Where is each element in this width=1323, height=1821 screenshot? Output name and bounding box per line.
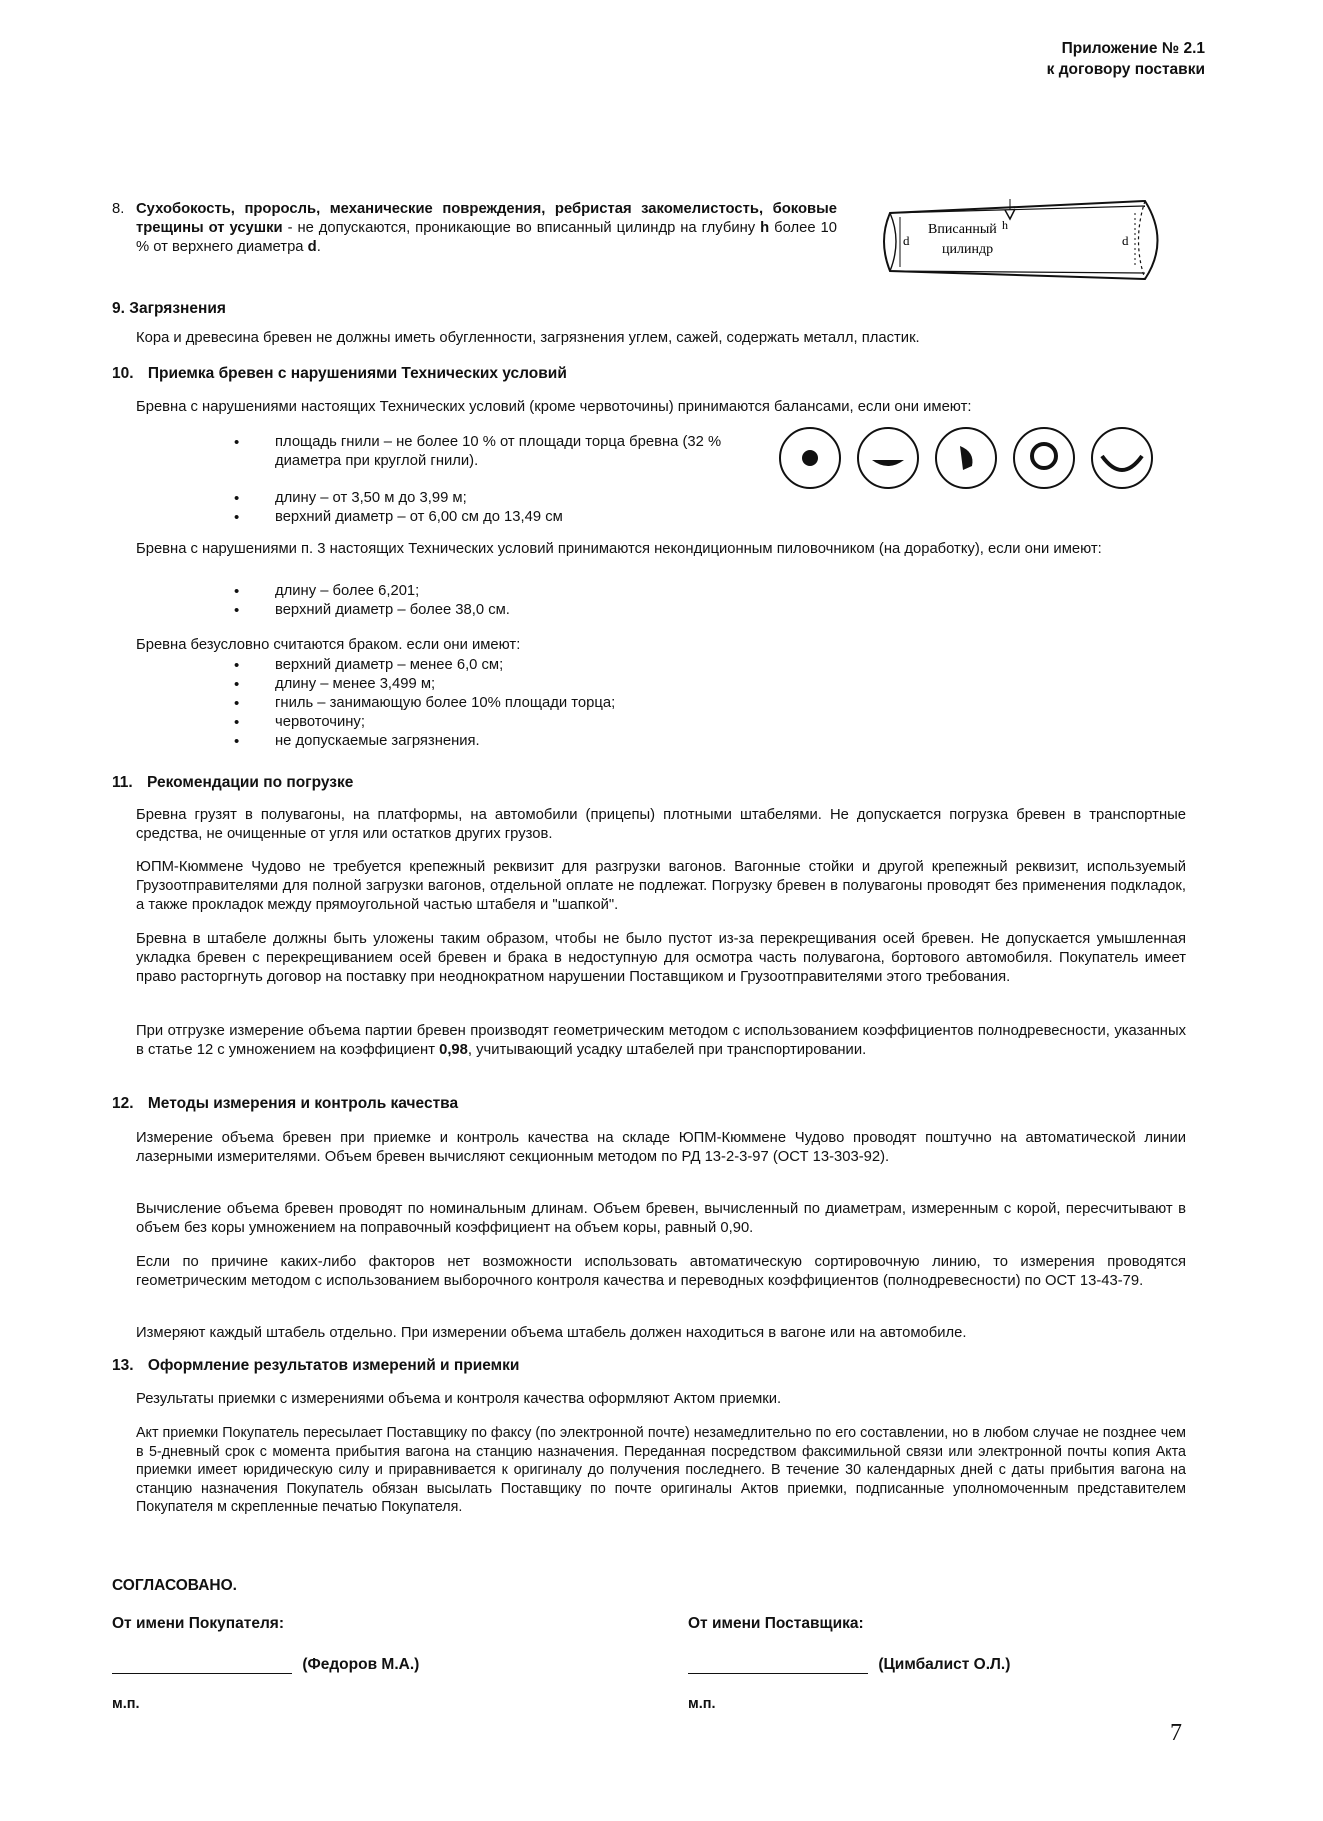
buyer-label: От имени Покупателя:	[112, 1615, 284, 1632]
section-10-list-3	[234, 656, 934, 751]
section-8-d: d	[307, 239, 317, 255]
list-item: • площадь гнили – не более 10 % от площади торца бревна (32 % диаметра при круглой гнили).	[234, 433, 754, 471]
section-11-number: 11.	[112, 774, 133, 791]
stamp-place-right: м.п.	[688, 1696, 716, 1712]
section-10-list-1b	[234, 489, 934, 527]
section-8-text: - не допускаются, проникающие во вписанный цилиндр на глубину	[282, 220, 761, 236]
diagram-h: h	[1002, 218, 1008, 232]
section-13-title: Оформление результатов измерений и приемки	[147, 1357, 520, 1374]
section-12-p2: Вычисление объема бревен проводят по номинальным длинам. Объем бревен, вычисленный по диаметрам, измеренным с корой, пересчитывают в объем без коры умножением на поправочный коэффициент на объем коры, равный 0,90.	[136, 1201, 1186, 1236]
section-13-p2: Акт приемки Покупатель пересылает Поставщику по факсу (по электронной почте) незамедлительно по его составлении, но в любом случае не позднее чем в 5-дневный срок с момента прибытия вагона на станцию назначения. Переданная посредством факсимильной связи или электронной почты копия Акта приемки имеет юридическую силу и приравнивается к оригиналу до получения последнего. В течение 30 календарных дней с даты прибытия вагона на станцию назначения Покупатель обязан высылать Поставщику по почте оригиналы Актов приемки, подписанные уполномоченным представителем Покупателя м скрепленные печатью Покупателя.	[136, 1425, 1186, 1515]
section-11-p1: Бревна грузят в полувагоны, на платформы, на автомобили (прицепы) плотными штабелями. Не допускается погрузка бревен в транспортные средства, не очищенные от угля или остатков других грузов.	[136, 807, 1186, 842]
section-8-h: h	[760, 220, 770, 236]
section-11-p3: Бревна в штабеле должны быть уложены таким образом, чтобы не было пустот из-за перекрещивания осей бревен. Не допускается умышленная укладка бревен с перекрещиванием осей бревен и брака в недоступную для осмотра часть полувагона, бортового автомобиля. Покупатель имеет право расторгнуть договор на поставку при неоднократном нарушении Поставщиком и Грузоотправителями этого требования.	[136, 931, 1186, 985]
list-item: • верхний диаметр – более 38,0 см.	[234, 601, 934, 620]
buyer-name: (Федоров М.А.)	[302, 1656, 420, 1673]
page-number: 7	[1170, 1720, 1182, 1746]
diagram-d-right: d	[1122, 233, 1129, 248]
section-10-list-1	[234, 433, 754, 471]
list-item: • червоточину;	[234, 713, 934, 732]
section-12-number: 12.	[112, 1095, 134, 1112]
list-item: • верхний диаметр – менее 6,0 см;	[234, 656, 934, 675]
supplier-signature-line	[688, 1655, 868, 1674]
buyer-signature	[112, 1655, 419, 1674]
agreed-label: СОГЛАСОВАНО.	[112, 1577, 237, 1594]
section-8-title: Сухобокость, проросль, механические повреждения, ребристая закомелистость, боковые трещины от усушки	[136, 201, 837, 236]
section-11-p2: ЮПМ-Кюммене Чудово не требуется крепежный реквизит для разгрузки вагонов. Вагонные стойки и другой крепежный реквизит, используемый Грузоотправителями для полной загрузки вагонов, отдельной оплате не подлежат. Погрузку бревен в полувагоны проводят без применения подкладок, а также прокладок между прямоугольной частью штабеля и "шапкой".	[136, 859, 1186, 913]
section-9-title: 9. Загрязнения	[112, 300, 226, 317]
rot-shapes-illustration	[775, 422, 1175, 494]
supplier-name: (Цимбалист О.Л.)	[878, 1656, 1011, 1673]
list-item: • гниль – занимающую более 10% площади торца;	[234, 694, 934, 713]
supplier-signature	[688, 1655, 1010, 1674]
list-item: • не допускаемые загрязнения.	[234, 732, 934, 751]
section-13-heading	[112, 1357, 519, 1375]
section-10-intro-2: Бревна с нарушениями п. 3 настоящих Технических условий принимаются некондиционным пиловочником (на доработку), если они имеют:	[136, 541, 1102, 557]
coefficient-value: 0,98	[439, 1042, 468, 1058]
diagram-d-left: d	[903, 233, 910, 248]
section-12-heading	[112, 1095, 458, 1113]
buyer-signature-line	[112, 1655, 292, 1674]
diagram-label-1: Вписанный	[928, 222, 997, 237]
appendix-subtitle: к договору поставки	[1046, 61, 1205, 78]
section-12-p1: Измерение объема бревен при приемке и контроль качества на складе ЮПМ-Кюммене Чудово проводят поштучно на автоматической линии лазерными измерителями. Объем бревен вычисляют секционным методом по РД 13-2-3-97 (ОСТ 13-303-92).	[136, 1130, 1186, 1165]
section-11-title: Рекомендации по погрузке	[147, 774, 354, 791]
list-item: • длину – от 3,50 м до 3,99 м;	[234, 489, 934, 508]
crescent-rot-icon	[1092, 428, 1152, 488]
section-10-number: 10.	[112, 365, 134, 382]
section-13-p1: Результаты приемки с измерениями объема и контроля качества оформляют Актом приемки.	[136, 1391, 782, 1407]
list-item: • верхний диаметр – от 6,00 см до 13,49 см	[234, 508, 934, 527]
edge-rot-icon	[936, 428, 996, 488]
section-10-intro-1: Бревна с нарушениями настоящих Технических условий (кроме червоточины) принимаются балансами, если они имеют:	[136, 399, 972, 415]
section-10-title: Приемка бревен с нарушениями Технических условий	[147, 365, 567, 382]
section-12-p4: Измеряют каждый штабель отдельно. При измерении объема штабель должен находиться в вагоне или на автомобиле.	[136, 1325, 967, 1341]
list-item: • длину – более 6,201;	[234, 582, 934, 601]
section-11-heading	[112, 774, 353, 792]
central-rot-icon	[780, 428, 840, 488]
inscribed-cylinder-diagram	[870, 193, 1160, 283]
section-10-heading	[112, 365, 567, 383]
section-8: 8. Сухобокость, проросль, механические повреждения, ребристая закомелистость, боковые трещины от усушки - не допускаются, проникающие во вписанный цилиндр на глубину h более 10 % от верхнего диаметра d.	[112, 201, 838, 255]
section-10-intro-3: Бревна безусловно считаются браком. если они имеют:	[136, 637, 521, 653]
supplier-label: От имени Поставщика:	[688, 1615, 864, 1632]
section-10-list-2	[234, 582, 934, 620]
ring-rot-icon	[1014, 428, 1074, 488]
section-8-number: 8.	[112, 201, 125, 217]
appendix-header	[1047, 38, 1205, 80]
stamp-place-left: м.п.	[112, 1696, 140, 1712]
appendix-title: Приложение № 2.1	[1061, 40, 1205, 57]
list-item: • длину – менее 3,499 м;	[234, 675, 934, 694]
section-8-text2: более 10 % от верхнего диаметра	[136, 220, 838, 255]
lower-half-rot-icon	[858, 428, 918, 488]
section-11-p4: При отгрузке измерение объема партии бревен производят геометрическим методом с использованием коэффициентов полнодревесности, указанных в статье 12 с умножением на коэффициент 0,98, учитывающий усадку штабелей при транспортировании.	[136, 1023, 1186, 1058]
section-9-text: Кора и древесина бревен не должны иметь обугленности, загрязнения углем, сажей, содержать металл, пластик.	[136, 330, 920, 346]
diagram-label-2: цилиндр	[942, 242, 994, 257]
section-12-p3: Если по причине каких-либо факторов нет возможности использовать автоматическую сортировочную линию, то измерения проводятся геометрическим методом с использованием выборочного контроля качества и переводных коэффициентов (полнодревесности) по ОСТ 13-43-79.	[136, 1254, 1186, 1289]
section-13-number: 13.	[112, 1357, 134, 1374]
section-12-title: Методы измерения и контроль качества	[147, 1095, 459, 1112]
